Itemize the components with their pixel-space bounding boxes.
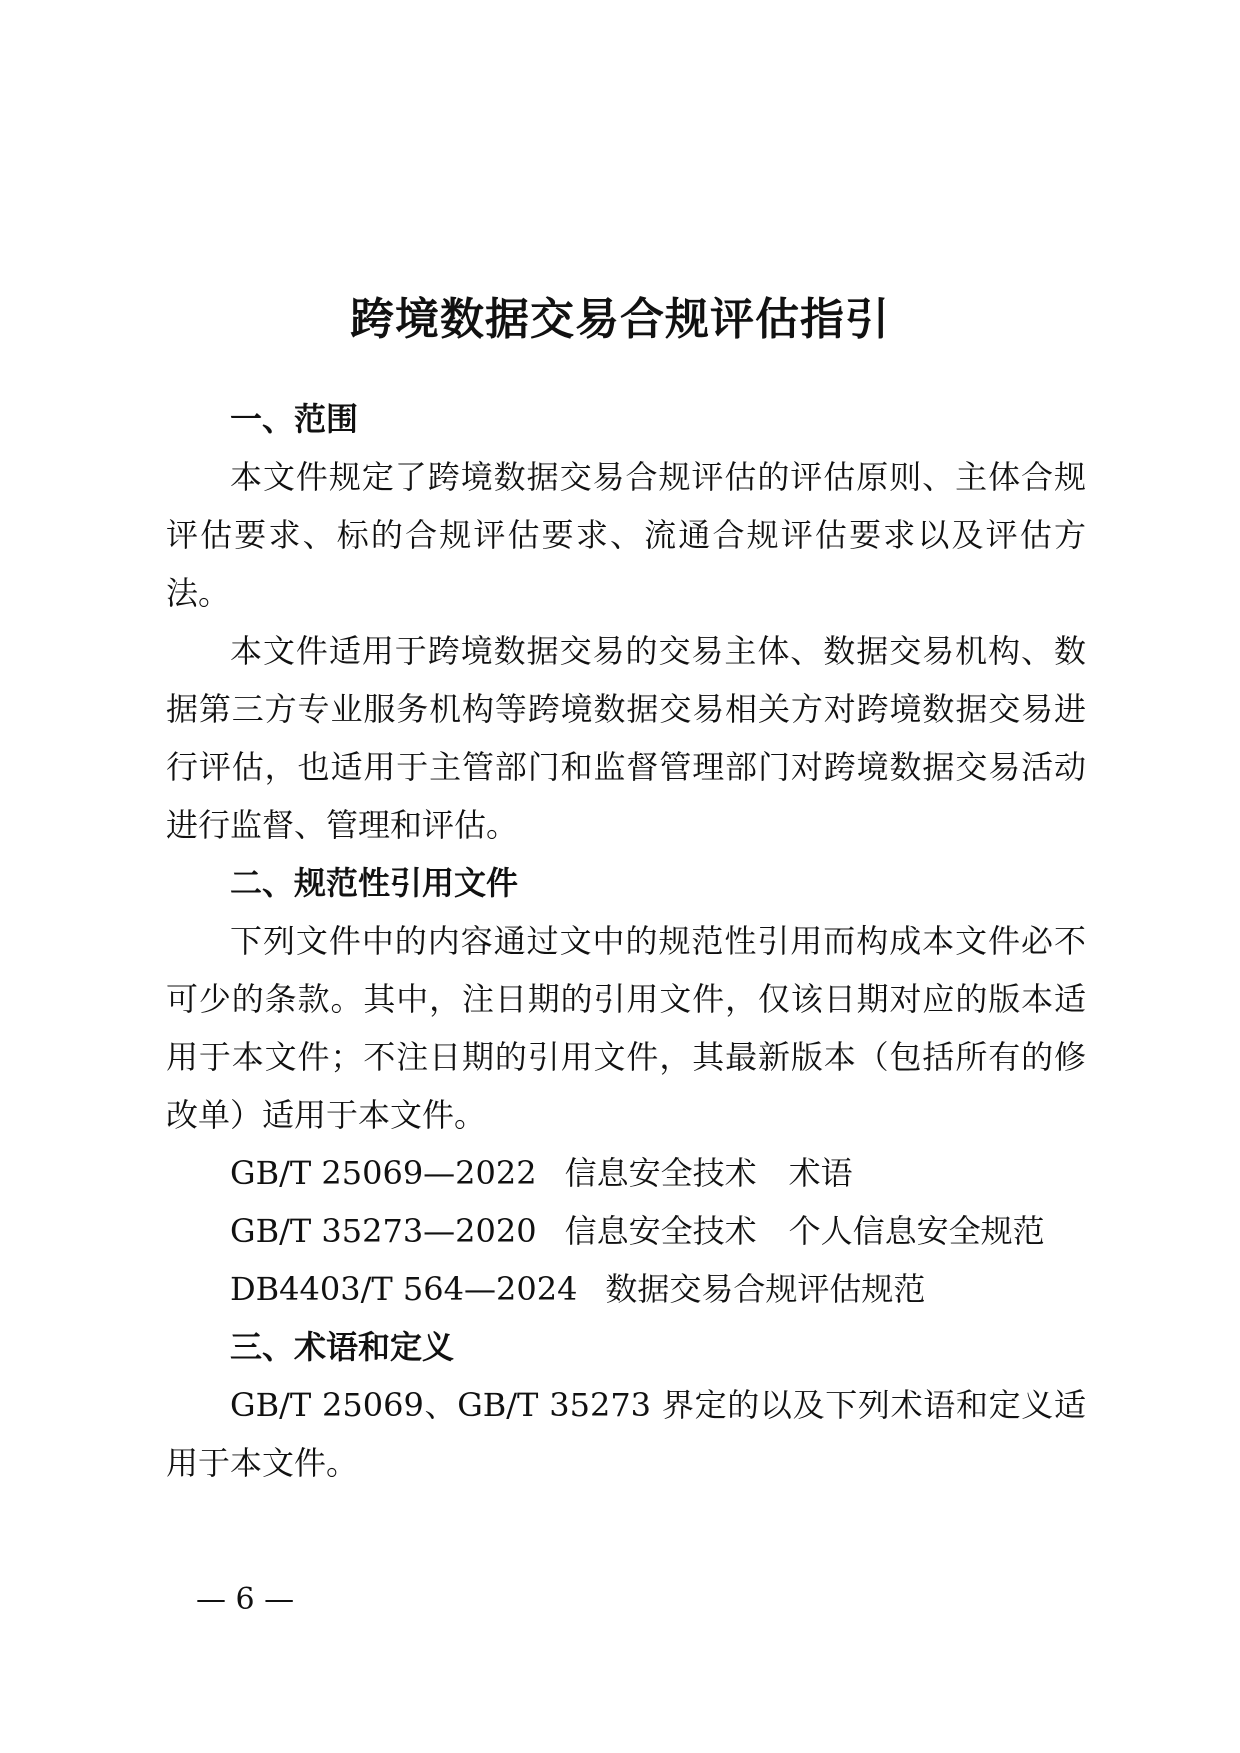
page-number: — 6 — [196,1582,295,1617]
scope-paragraph-1: 本文件规定了跨境数据交易合规评估的评估原则、主体合规评估要求、标的合规评估要求、流通合规评估要求以及评估方法。 [166,458,1086,612]
reference-code: DB4403/T 564—2024 [230,1270,578,1308]
section-heading-scope: 一、范围 [230,400,359,438]
section-heading-terms-definitions: 三、术语和定义 [230,1328,455,1366]
reference-item [166,1202,1086,1260]
section-terms-definitions [166,1318,1086,1492]
reference-item [166,1144,1086,1202]
document-title: 跨境数据交易合规评估指引 [350,294,890,345]
normative-references-paragraph: 下列文件中的内容通过文中的规范性引用而构成本文件必不可少的条款。其中，注日期的引用文件，仅该日期对应的版本适用于本文件；不注日期的引用文件，其最新版本（包括所有的修改单）适用于本文件。 [166,922,1086,1134]
reference-title: 信息安全技术 术语 [564,1154,853,1192]
section-scope [166,390,1086,854]
terms-definitions-paragraph: GB/T 25069、GB/T 35273 界定的以及下列术语和定义适用于本文件。 [166,1386,1086,1482]
scope-paragraph-2: 本文件适用于跨境数据交易的交易主体、数据交易机构、数据第三方专业服务机构等跨境数据交易相关方对跨境数据交易进行评估，也适用于主管部门和监督管理部门对跨境数据交易活动进行监督、管理和评估。 [166,632,1086,844]
section-heading-normative-references: 二、规范性引用文件 [230,864,519,902]
reference-code: GB/T 25069—2022 [230,1154,537,1192]
document-body [166,390,1086,1492]
reference-code: GB/T 35273—2020 [230,1212,537,1250]
reference-item [166,1260,1086,1318]
reference-title: 数据交易合规评估规范 [605,1270,926,1308]
section-normative-references [166,854,1086,1318]
reference-title: 信息安全技术 个人信息安全规范 [564,1212,1045,1250]
